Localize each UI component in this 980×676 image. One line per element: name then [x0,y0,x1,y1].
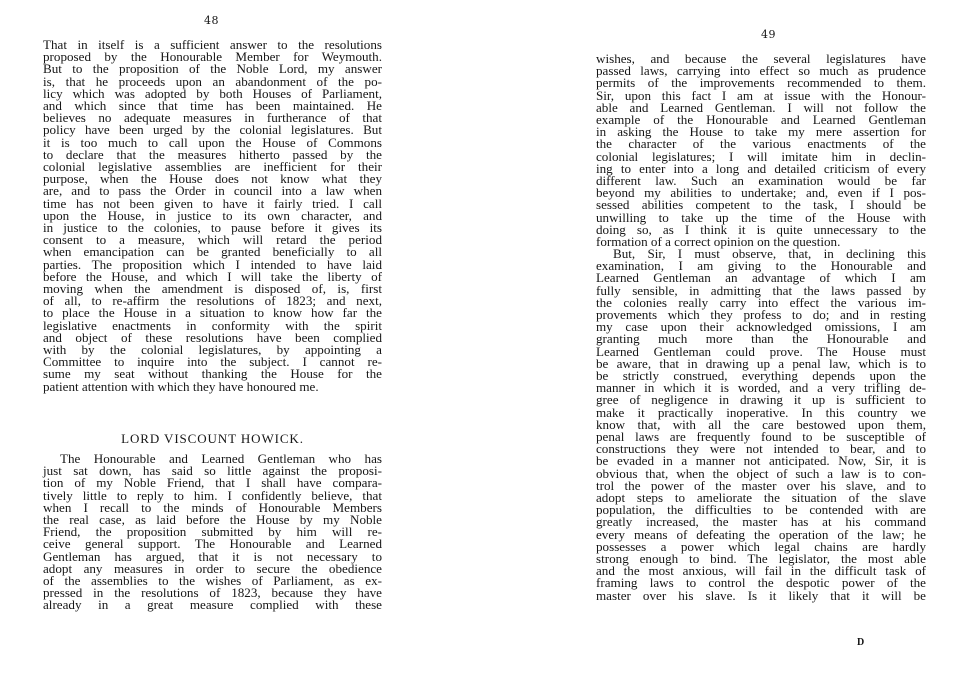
left-paragraph-1 [43,39,382,393]
text-line: colonial legislative assemblies are inefficient for their [43,159,382,175]
text-line: purpose, when the House does not know what they [43,171,382,187]
text-line: be aware, that in drawing up a penal law, which is to [596,355,926,371]
text-line: just sat down, has said so little against the proposi- [43,463,382,479]
text-line: in justice to the colonies, to pause before it gives its [43,220,382,236]
text-line: of all, to re-affirm the resolutions of 1823; and next, [43,293,382,309]
text-line: Gentleman has argued, that it is not necessary to [43,548,382,564]
text-line: tively little to reply to him. I confidently believe, that [43,487,382,503]
text-line: unwilling to take up the time of the House with [596,209,926,225]
text-line: the real case, as laid before the House by my Noble [43,512,382,528]
text-line: every means of defeating the operation of the law; he [596,526,926,542]
text-line: gree of negligence in drawing it up is sufficient to [596,392,926,408]
text-line: granting much more than the Honourable and [596,331,926,347]
text-line: already in a great measure complied with these [43,597,382,613]
text-line: But to the proposition of the Noble Lord, my answer [43,61,382,77]
text-line: pressed in the resolutions of 1823, because they have [43,585,382,601]
text-line: constructions they were not intended to bear, and to [596,441,926,457]
text-line: licy which was adopted by both Houses of Parliament, [43,85,382,101]
text-line: consent to a measure, which will retard the period [43,232,382,248]
text-line: believes no adequate measures in furtherance of that [43,110,382,126]
text-line: patient attention with which they have honoured me. [43,378,319,394]
text-line: ing to enter into a long and detailed criticism of every [596,160,926,176]
text-line: framing laws to control the despotic power of the [596,575,926,591]
text-line: example of the Honourable and Learned Gentleman [596,112,926,128]
text-line: to declare that the measures hitherto passed by the [43,146,382,162]
text-line: The Honourable and Learned Gentleman who has [60,451,382,466]
text-line: to place the House in a situation to know how far the [43,305,382,321]
text-line: when emancipation can be granted beneficially to all [43,244,382,260]
text-line: possesses a power which legal chains are hardly [596,538,926,554]
text-line: strong enough to bind. The legislator, the most able [596,551,926,567]
text-line: passed laws, carrying into effect so much as prudence [596,63,926,79]
text-line: population, the difficulties to be contended with are [596,502,926,518]
text-line: wishes, and because the several legislatures have [596,51,926,66]
speaker-heading: LORD VISCOUNT HOWICK. [121,431,304,446]
text-line: But, Sir, I must observe, that, in declining this [613,246,926,261]
text-line: greatly increased, the master has at his command [596,514,926,530]
text-line: formation of a correct opinion on the question. [596,234,841,250]
text-line: obvious that, when the object of such a law is to con- [596,465,926,481]
text-line: and which since that time has been maintained. He [43,98,382,114]
text-line: when I recall to the minds of Honourable Members [43,499,382,515]
text-line: the colonies really carry into effect the various im- [596,294,926,310]
text-line: fully sensible, in admitting that the laws passed by [596,282,926,298]
text-line: Friend, the proposition submitted by him will re- [43,524,382,540]
text-line: adopt steps to ameliorate the situation of the slave [596,490,926,506]
text-line: with by the colonial legislatures, by appointing a [43,342,382,358]
text-line: colonial legislatures; I will imitate him in declin- [596,148,926,164]
text-line: upon the House, in justice to its own character, and [43,207,382,223]
text-line: be evaded in a manner not anticipated. Now, Sir, it is [596,453,926,469]
text-line: my case upon their acknowledged omissions, I am [596,319,926,335]
text-line: are, and to pass the Order in council into a law when [43,183,382,199]
text-line: tion of my Noble Friend, that I shall have compara- [43,475,382,491]
text-line: the character of the various enactments of the [596,136,926,152]
text-line: be strictly construed, everything depends upon the [596,368,926,384]
text-line: of the assemblies to the wishes of Parliament, as ex- [43,573,382,589]
text-line: sessed abilities competent to the task, I should be [596,197,926,213]
text-line: able and Learned Gentleman. I will not follow the [596,99,926,115]
text-line: ceive general support. The Honourable and Learned [43,536,382,552]
page-number-left: 48 [204,14,219,27]
text-line: Learned Gentleman could prove. The House must [596,343,926,359]
text-line: before the House, and which I will take the liberty of [43,268,382,284]
text-line: time has not been given to have it fairly tried. I call [43,195,382,211]
text-line: permits of the improvements recommended to them. [596,75,926,91]
text-line: adopt any measures in order to secure the obedience [43,560,382,576]
text-line: master over his slave. Is it likely that it will be [596,587,926,603]
text-line: legislative enactments in conformity with the spirit [43,317,382,333]
text-line: manner in which it is worded, and a very trifling de- [596,380,926,396]
text-line: and the most anxious, will fail in the difficult task of [596,563,926,579]
page-number-right: 49 [761,28,776,41]
signature-mark: D [857,637,865,648]
text-line: make it practically inoperative. In this country we [596,404,926,420]
text-line: it is too much to call upon the House of Commons [43,134,382,150]
text-line: know that, with all the care bestowed upon them, [596,416,926,432]
text-line: moving when the amendment is disposed of, is, first [43,281,382,297]
text-line: examination, I am giving to the Honourable and [596,258,926,274]
text-line: trol the power of the master over his slave, and to [596,477,926,493]
text-line: different law. Such an examination would be far [596,173,926,189]
text-line: Committee to inquire into the subject. I cannot re- [43,354,382,370]
right-page [490,0,980,676]
text-line: and object of these resolutions have been complied [43,329,382,345]
left-paragraph-2 [43,453,382,612]
text-line: That in itself is a sufficient answer to the resolutions [43,37,382,52]
text-line: parties. The proposition which I intended to have laid [43,256,382,272]
text-line: Learned Gentleman an advantage of which I am [596,270,926,286]
text-line: doing so, as I think it is quite unnecessary to the [596,221,926,237]
right-paragraph-2 [596,248,926,602]
text-line: is, that he proceeds upon an abandonment of the po- [43,73,382,89]
text-line: provements which they profess to do; and in resting [596,307,926,323]
text-line: beyond my abilities to undertake; and, even if I pos- [596,185,926,201]
text-line: penal laws are frequently found to be susceptible of [596,429,926,445]
text-line: in asking the House to take my mere assertion for [596,124,926,140]
text-line: sume my seat without thanking the House for the [43,366,382,382]
text-line: proposed by the Honourable Member for Weymouth. [43,49,382,65]
right-paragraph-1 [596,53,926,248]
text-line: policy have been urged by the colonial legislatures. But [43,122,382,138]
text-line: Sir, upon this fact I am at issue with the Honour- [596,87,926,103]
